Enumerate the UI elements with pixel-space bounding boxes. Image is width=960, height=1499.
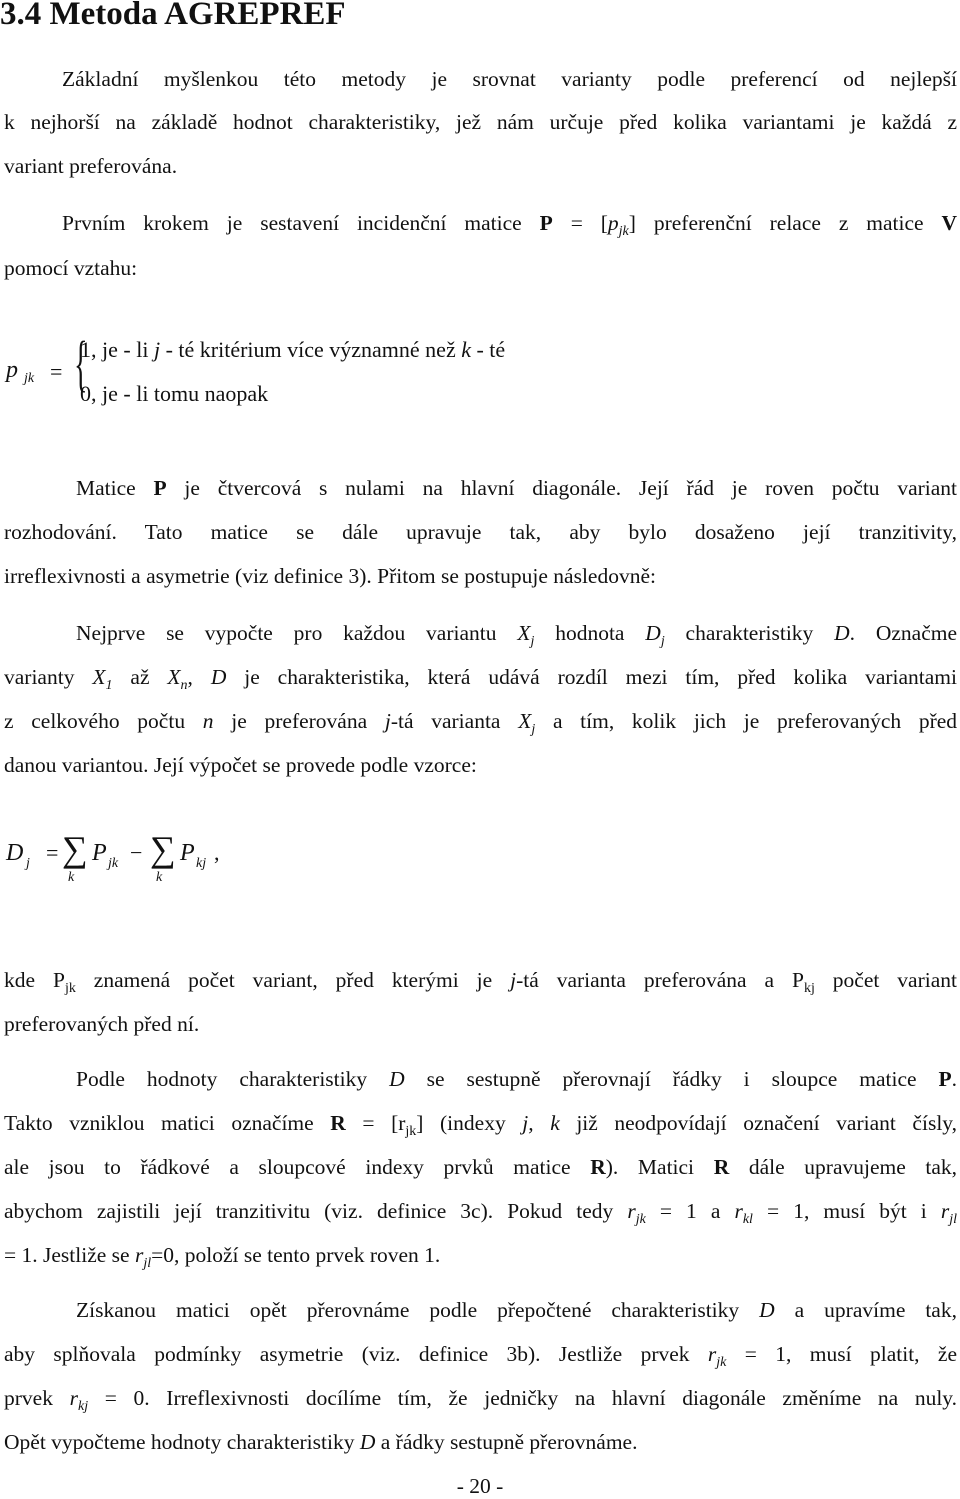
formula-comma: ,	[214, 840, 220, 865]
formula-minus: −	[130, 840, 143, 865]
sum-icon: ∑	[62, 829, 88, 869]
text-line: kde $P_{jk}$ znamená počet variant, před kterými je j-tá varianta preferována a $P_{kj}$ počet variant	[4, 968, 957, 996]
text-line: k nejhorší na základě hodnot charakteristiky, jež nám určuje před kolika variantami je každá z	[4, 110, 957, 134]
formula-subscript-kj: kj	[196, 856, 207, 871]
formula-dj	[0, 830, 260, 900]
formula-case-1: 1, je - li j - té kritérium více významné než k - té	[80, 337, 506, 362]
formula-variable-D: D	[6, 840, 24, 866]
text-line: ale jsou to řádkové a sloupcové indexy prvků matice R). Matici R dále upravujeme tak,	[4, 1155, 958, 1179]
text-line: z celkového počtu n je preferována j-tá varianta $X_j$ a tím, kolik jich je preferovaných před	[4, 709, 958, 737]
text-line: Získanou matici opět přerovnáme podle přepočtené charakteristiky D a upravíme tak,	[76, 1298, 957, 1322]
section-heading: 3.4 Metoda AGREPREF	[0, 0, 346, 32]
text-line: Základní myšlenkou této metody je srovnat varianty podle preferencí od nejlepší	[62, 67, 957, 91]
text-line: rozhodování. Tato matice se dále upravuje tak, aby bylo dosaženo její tranzitivity,	[4, 520, 957, 544]
text-line: Podle hodnoty charakteristiky D se sestupně přerovnají řádky i sloupce matice P.	[76, 1067, 958, 1091]
sum-icon: ∑	[150, 829, 176, 869]
formula-pjk-definition	[0, 330, 600, 415]
text-line: irreflexivnosti a asymetrie (viz definice 3). Přitom se postupuje následovně:	[4, 564, 656, 588]
text-line: Takto vzniklou matici označíme $R = [r_{jk}]$ (indexy j, k již neodpovídají označení variant čísly,	[4, 1111, 958, 1139]
text-line: Nejprve se vypočte pro každou variantu $X_j$ hodnota $D_j$ charakteristiky D. Označme	[76, 621, 958, 649]
text-line: variant preferována.	[4, 154, 178, 178]
formula-case-2: 0, je - li tomu naopak	[80, 381, 269, 406]
formula-equals: =	[50, 359, 63, 384]
formula-subscript-jk: jk	[108, 856, 119, 871]
formula-variable-P: P	[92, 840, 107, 866]
formula-variable-p: p	[6, 357, 18, 383]
formula-subscript: jk	[24, 371, 35, 386]
text-line: Matice P je čtvercová s nulami na hlavní diagonále. Její řád je roven počtu variant	[76, 476, 958, 500]
text-line: danou variantou. Její výpočet se provede podle vzorce:	[4, 753, 477, 777]
text-line: aby splňovala podmínky asymetrie (viz. definice 3b). Jestliže prvek $r_{jk} = 1$, musí platit, že	[4, 1342, 958, 1370]
formula-sum-index: k	[68, 870, 75, 885]
text-line: Opět vypočteme hodnoty charakteristiky D a řádky sestupně přerovnáme.	[4, 1430, 638, 1454]
formula-variable-P: P	[180, 840, 195, 866]
brace-icon: {	[74, 330, 88, 398]
text-line: preferovaných před ní.	[4, 1012, 200, 1036]
formula-equals: =	[46, 840, 59, 865]
text-line: Prvním krokem je sestavení incidenční matice $P = [p_{jk}]$ preferenční relace z matice V	[62, 211, 958, 239]
text-line: = 1. Jestliže se $r_{jl}=0$, položí se tento prvek roven 1.	[4, 1243, 441, 1271]
text-line: prvek $r_{kj} = 0$. Irreflexivnosti docílíme tím, že jedničky na hlavní diagonále změníme na nuly.	[4, 1386, 958, 1414]
text-line: abychom zajistili její tranzitivitu (viz. definice 3c). Pokud tedy $r_{jk} = 1$ a $r_{kl} = 1$, musí být i $r_{jl}$	[4, 1199, 957, 1227]
page-number: - 20 -	[456, 1474, 504, 1498]
text-line: pomocí vztahu:	[4, 256, 138, 280]
formula-sum-index: k	[156, 870, 163, 885]
formula-subscript-j: j	[26, 856, 30, 871]
text-line: varianty $X_1$ až $X_n$, D je charakteristika, která udává rozdíl mezi tím, před kolika variantami	[4, 665, 958, 693]
